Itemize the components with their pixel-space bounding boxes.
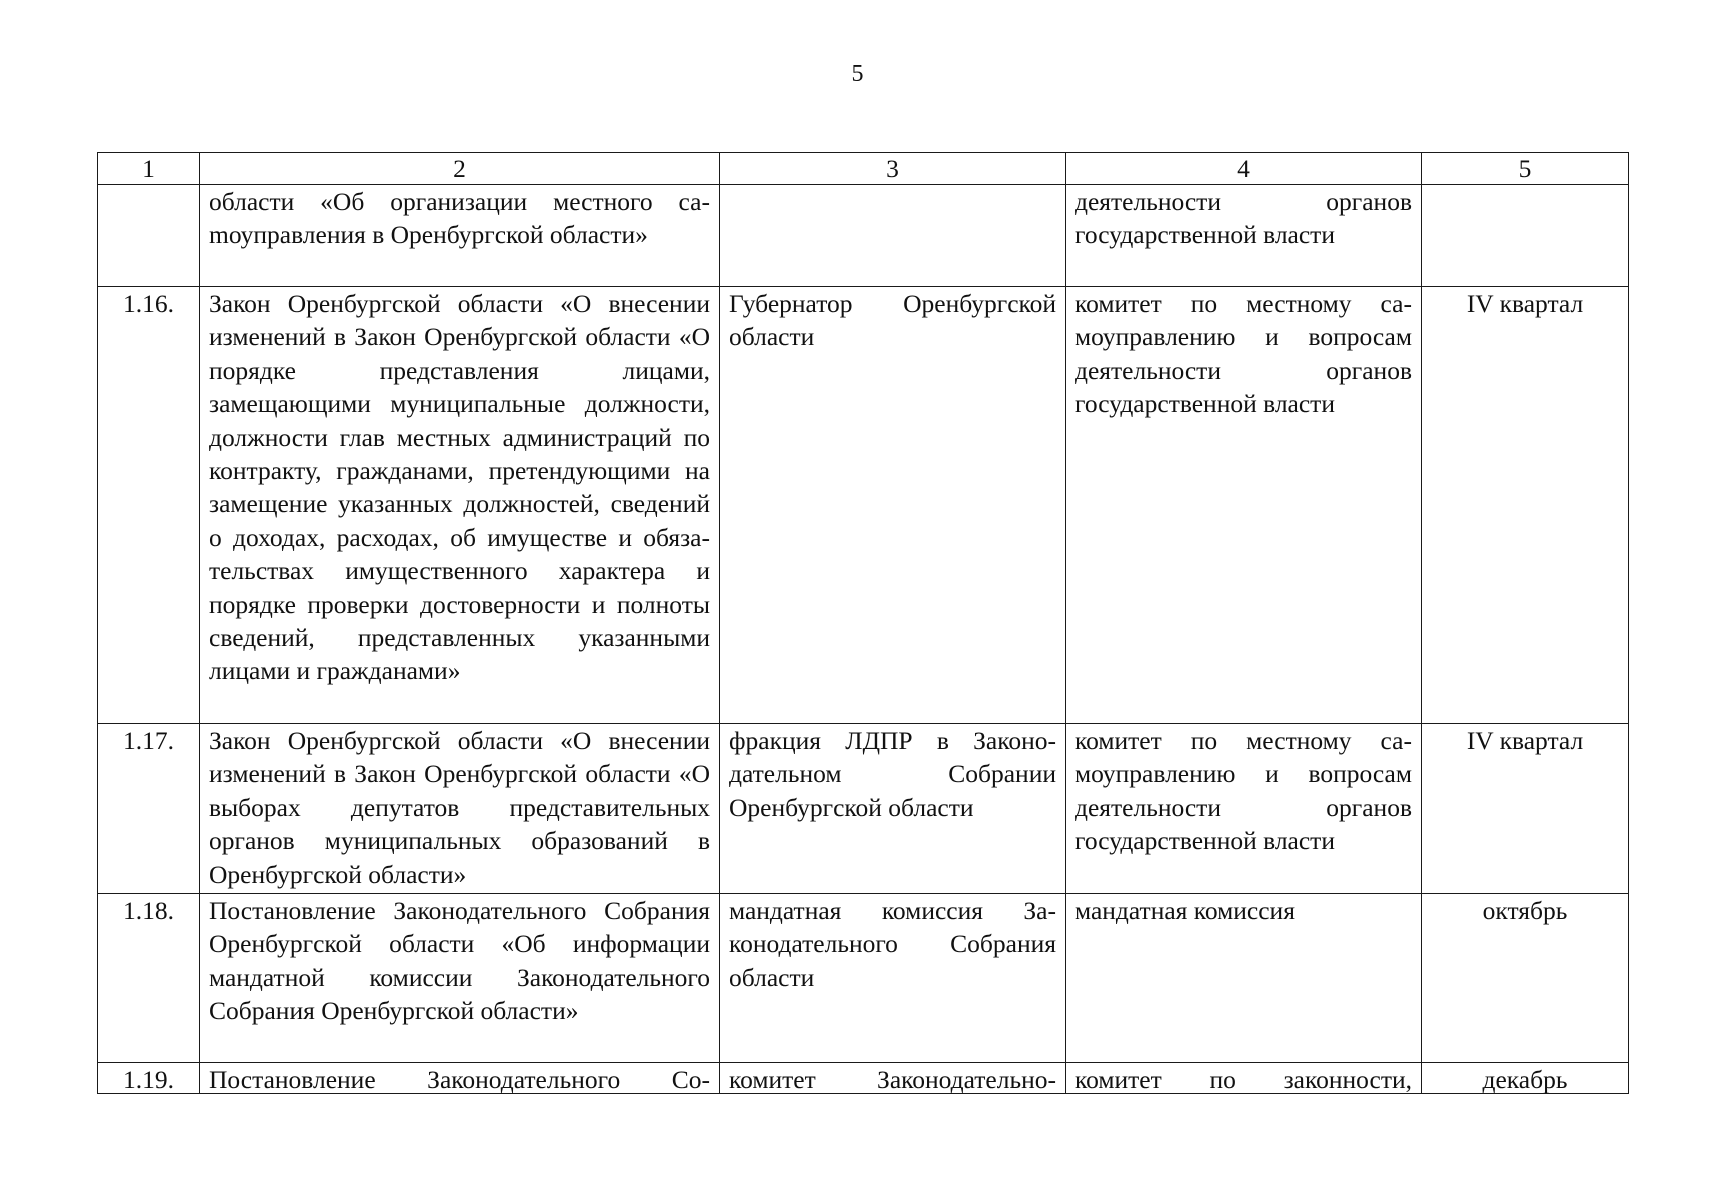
- item-number-text: 1.19.: [123, 1065, 174, 1094]
- column-header: 1: [98, 153, 200, 185]
- table-row: [98, 1063, 1629, 1094]
- item-number: 1.16.: [98, 287, 200, 724]
- table-row: [98, 894, 1629, 1063]
- item-title: Закон Оренбургской области «О внесении изменений в Закон Оренбургской области «О порядке представления лицами, замещающими муниципальные должности, должности глав местных администраций по контракту, гражданами, претендующими на замещение указанных должностей, сведений о доходах, расходах, об имуществе и обязательствах имущественного характера и порядке проверки достоверности и полноты сведений, представленных указанными лицами и гражданами»: [200, 287, 720, 724]
- item-period-text: декабрь: [1482, 1065, 1568, 1094]
- item-number: [98, 185, 200, 287]
- item-title: Постановление Законодательного Собрания Оренбургской области «Об информации мандатной комиссии Законодательного Собрания Оренбургской области»: [200, 894, 720, 1063]
- item-committee: деятельности органов государственной власти: [1066, 185, 1422, 287]
- table-row: [98, 724, 1629, 894]
- item-committee: [1066, 1063, 1422, 1094]
- column-header: 5: [1422, 153, 1629, 185]
- item-period: октябрь: [1422, 894, 1629, 1063]
- column-header: 2: [200, 153, 720, 185]
- item-number: 1.18.: [98, 894, 200, 1063]
- item-period: [1422, 185, 1629, 287]
- item-period: IV квартал: [1422, 287, 1629, 724]
- item-period: [1422, 1063, 1629, 1094]
- table-row: [98, 287, 1629, 724]
- item-committee-text: комитет по законности,: [1075, 1065, 1412, 1094]
- item-initiator: Губернатор Оренбургской области: [720, 287, 1066, 724]
- item-initiator: [720, 185, 1066, 287]
- item-initiator: фракция ЛДПР в Законодательном Собрании Оренбургской области: [720, 724, 1066, 894]
- item-initiator: [720, 1063, 1066, 1094]
- column-header: 3: [720, 153, 1066, 185]
- item-initiator: мандатная комиссия Законодательного Собрания области: [720, 894, 1066, 1063]
- item-period: IV квартал: [1422, 724, 1629, 894]
- column-header: 4: [1066, 153, 1422, 185]
- item-committee: комитет по местному самоуправлению и вопросам деятельности органов государственной власти: [1066, 724, 1422, 894]
- table-row: [98, 185, 1629, 287]
- table-header-row: [98, 153, 1629, 185]
- item-number: 1.17.: [98, 724, 200, 894]
- item-title: [200, 1063, 720, 1094]
- page-number: 5: [851, 61, 864, 87]
- item-initiator-text: комитет Законодательно-: [729, 1065, 1056, 1094]
- item-title: Закон Оренбургской области «О внесении изменений в Закон Оренбургской области «О выборах депутатов представительных органов муниципальных образований в Оренбургской области»: [200, 724, 720, 894]
- item-title-text: Постановление Законодательного Со-: [209, 1065, 710, 1094]
- item-committee: мандатная комиссия: [1066, 894, 1422, 1063]
- plan-table: [97, 152, 1629, 1094]
- item-title: области «Об организации местного саmоуправления в Оренбургской области»: [200, 185, 720, 287]
- item-number: [98, 1063, 200, 1094]
- item-committee: комитет по местному самоуправлению и вопросам деятельности органов государственной власти: [1066, 287, 1422, 724]
